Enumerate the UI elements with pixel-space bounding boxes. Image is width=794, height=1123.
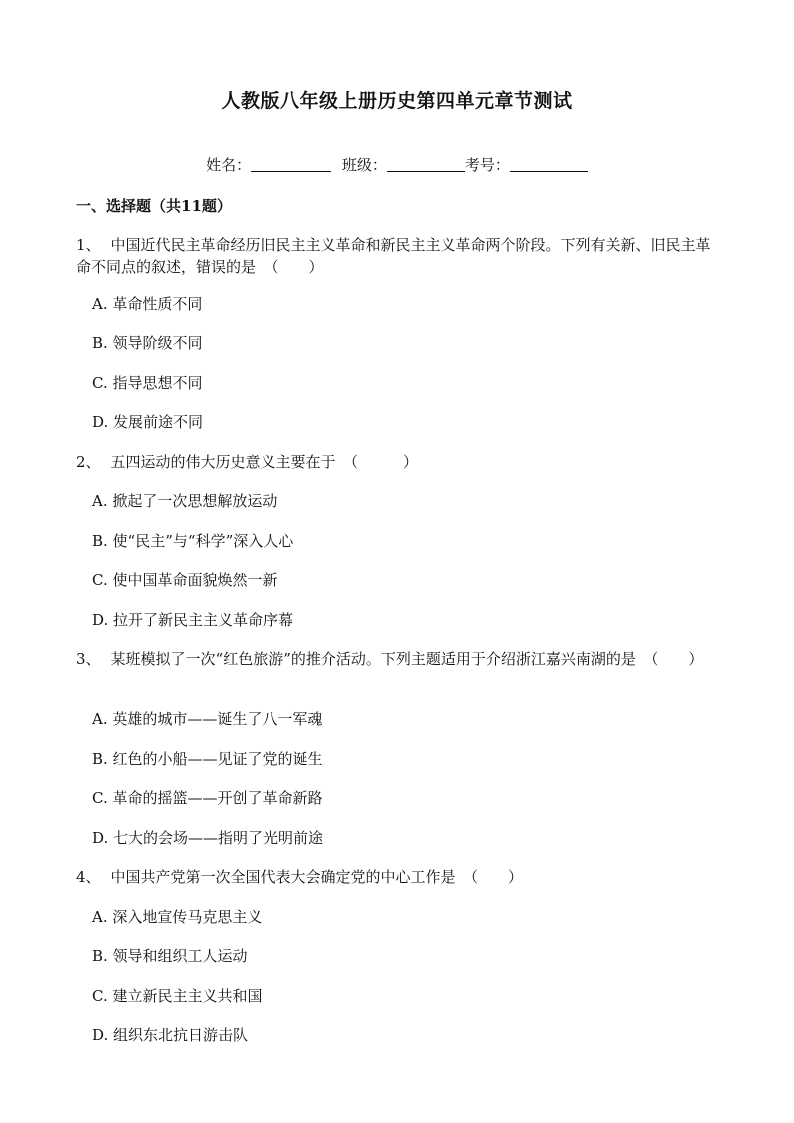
section-heading: 一、选择题（共11题） [76,197,232,215]
option-3d[interactable]: D. 七大的会场——指明了光明前途 [92,829,324,847]
option-4c[interactable]: C. 建立新民主主义共和国 [92,987,263,1005]
question-text: 中国近代民主革命经历旧民主主义革命和新民主主义革命两个阶段。下列有关新、旧民主革命不同点的叙述，错误的是 （ ） [76,236,711,276]
option-2d[interactable]: D. 拉开了新民主主义革命序幕 [92,611,294,629]
option-3a[interactable]: A. 英雄的城市——诞生了八一军魂 [92,710,323,728]
option-4a[interactable]: A. 深入地宣传马克思主义 [92,908,263,926]
option-4b[interactable]: B. 领导和组织工人运动 [92,947,248,965]
question-4 [76,866,724,888]
option-1b[interactable]: B. 领导阶级不同 [92,334,203,352]
class-blank[interactable] [387,157,465,172]
question-2 [76,451,724,473]
question-number: 2、 [76,453,101,471]
option-2c[interactable]: C. 使中国革命面貌焕然一新 [92,571,278,589]
question-number: 4、 [76,868,101,886]
question-text: 中国共产党第一次全国代表大会确定党的中心工作是 （ ） [110,868,524,886]
exam-id-label: 考号： [464,156,510,174]
question-number: 1、 [76,236,101,254]
option-3b[interactable]: B. 红色的小船——见证了党的诞生 [92,750,323,768]
question-text: 某班模拟了一次“红色旅游”的推介活动。下列主题适用于介绍浙江嘉兴南湖的是 （ ） [110,650,704,668]
question-1 [76,234,724,278]
class-label: 班级： [341,156,387,174]
exam-id-blank[interactable] [510,157,588,172]
option-1c[interactable]: C. 指导思想不同 [92,374,203,392]
option-2b[interactable]: B. 使“民主”与“科学”深入人心 [92,532,294,550]
option-1d[interactable]: D. 发展前途不同 [92,413,204,431]
student-info-line [0,154,794,175]
option-2a[interactable]: A. 掀起了一次思想解放运动 [92,492,278,510]
document-title: 人教版八年级上册历史第四单元章节测试 [221,90,573,112]
question-3 [76,648,724,670]
option-1a[interactable]: A. 革命性质不同 [92,295,203,313]
name-blank[interactable] [251,157,331,172]
question-text: 五四运动的伟大历史意义主要在于 （ ） [110,453,419,471]
name-label: 姓名： [206,156,252,174]
option-4d[interactable]: D. 组织东北抗日游击队 [92,1026,249,1044]
question-number: 3、 [76,650,101,668]
option-3c[interactable]: C. 革命的摇篮——开创了革命新路 [92,789,323,807]
